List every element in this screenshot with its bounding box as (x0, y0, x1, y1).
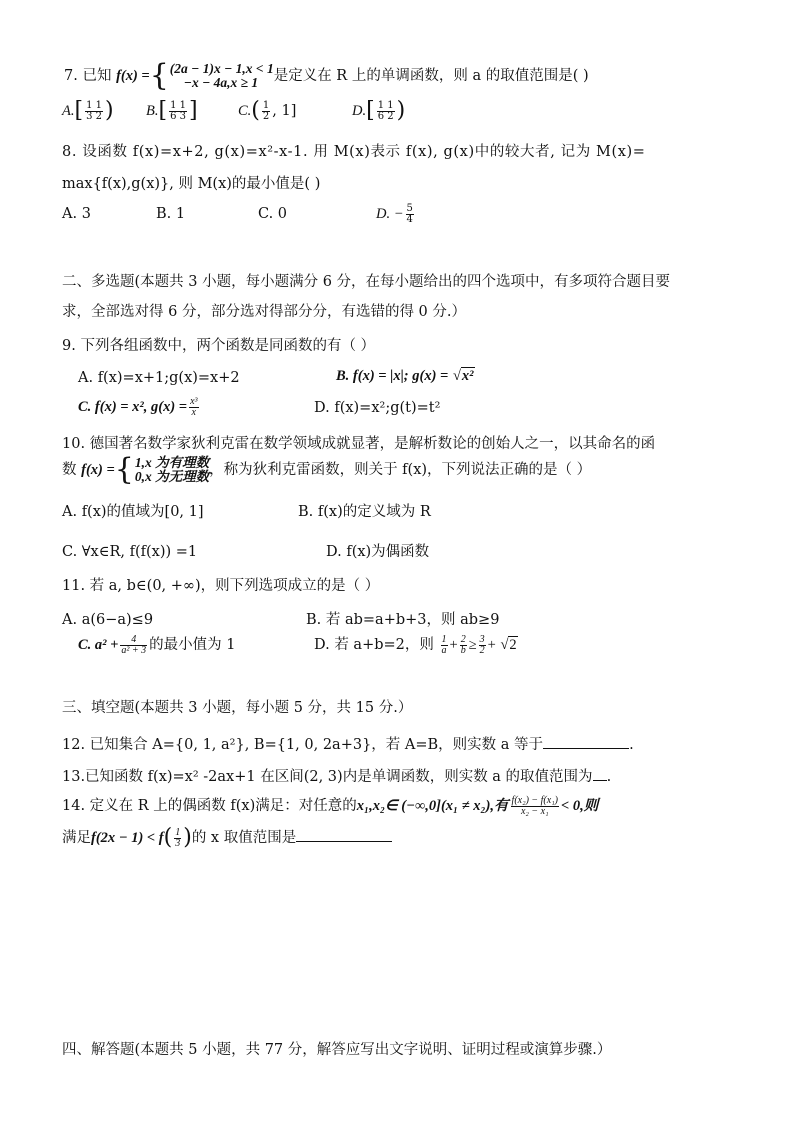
q9-option-a[interactable]: A. f(x)=x+1;g(x)=x+2 (78, 370, 240, 386)
q9-option-b[interactable]: B. f(x) = |x|; g(x) = √x² (336, 368, 474, 384)
q8-option-b[interactable]: B. 1 (156, 206, 186, 222)
section2-title: 二、多选题(本题共 3 小题，每小题满分 6 分，在每小题给出的四个选项中，有多项符合题目要 (62, 274, 671, 290)
q7-option-b[interactable]: B.[ $\frac{1 1}{6 3}$ ] (146, 98, 198, 123)
q10-option-b[interactable]: B. f(x)的定义域为 R (298, 504, 431, 520)
q9-option-d[interactable]: D. f(x)=x²;g(t)=t² (314, 400, 441, 416)
q13-answer-blank[interactable] (593, 766, 607, 781)
q8-option-a[interactable]: A. 3 (62, 206, 91, 222)
q14-answer-blank[interactable] (296, 827, 392, 842)
q7-brace: { (149, 58, 169, 93)
q7-cases: (2a − 1)x − 1,x < 1 −x − 4a,x ≥ 1 (169, 61, 274, 90)
q13: 13.已知函数 f(x)=x² -2ax+1 在区间(2, 3)内是单调函数，则实数 a 的取值范围为 . (62, 766, 611, 787)
q7-option-d[interactable]: D.[ $\frac{1 1}{6 2}$ ) (352, 98, 406, 123)
q11-option-d[interactable]: D. 若 a+b=2，则 $\frac{1}{a}$ + $\frac{2}{b}$ ≥ $\frac{3}{2}$ + √2 (314, 633, 517, 656)
q8-line2: max{f(x),g(x)}, 则 M(x)的最小值是( ) (62, 176, 321, 192)
q14-line1: 14. 定义在 R 上的偶函数 f(x)满足：对任意的x₁,x₂∈ (−∞,0](x₁ ≠ x₂),有 $\frac{\text{f(x₂) − f(x₁)}}{\text{x₂ − x₁}}$ < 0,则 (62, 794, 599, 817)
q10-option-a[interactable]: A. f(x)的值域为[0, 1] (62, 504, 204, 520)
q8-option-c[interactable]: C. 0 (258, 206, 288, 222)
q9-stem: 9. 下列各组函数中，两个函数是同函数的有（ ） (62, 338, 376, 354)
q10-stem-cont: 数 f(x) ={ 1,x 为有理数 0,x 为无理数 ，称为狄利克雷函数，则关于 f(x)，下列说法正确的是（ ） (62, 452, 592, 487)
q12-answer-blank[interactable] (543, 734, 629, 749)
q14-line2: 满足f(2x − 1) < f( $\frac{1}{3}$ )的 x 取值范围是 (62, 824, 392, 852)
q10-option-c[interactable]: C. ∀x∈R, f(f(x)) =1 (62, 544, 198, 560)
section3-title: 三、填空题(本题共 3 小题，每小题 5 分，共 15 分.） (62, 700, 413, 716)
q10-option-d[interactable]: D. f(x)为偶函数 (326, 544, 430, 560)
q12: 12. 已知集合 A={0, 1, a²}, B={1, 0, 2a+3}，若 A=B，则实数 a 等于 . (62, 734, 634, 755)
q11-option-b[interactable]: B. 若 ab=a+b+3，则 ab≥9 (306, 612, 500, 628)
q8-line1: 8. 设函数 f(x)=x+2, g(x)=x²-x-1. 用 M(x)表示 f(x), g(x)中的较大者, 记为 M(x)= (62, 144, 646, 160)
q8-option-d[interactable]: D. − $\frac{5}{4}$ (376, 202, 413, 225)
q11-option-c[interactable]: C. a² + $\frac{4}{\text{a² + 3}}$ 的最小值为 1 (78, 633, 236, 656)
section4-title: 四、解答题(本题共 5 小题，共 77 分，解答应写出文字说明、证明过程或演算步骤.） (62, 1042, 612, 1058)
q11-option-a[interactable]: A. a(6−a)≤9 (62, 612, 154, 628)
q7-stem: 7. 已知 f(x) ={ (2a − 1)x − 1,x < 1 −x − 4a,x ≥ 1 是定义在 R 上的单调函数，则 a 的取值范围是( ) (64, 58, 589, 93)
q11-stem: 11. 若 a, b∈(0, +∞)，则下列选项成立的是（ ） (62, 578, 380, 594)
q7-option-a[interactable]: A.[ $\frac{1 1}{3 2}$ ) (62, 98, 114, 123)
q10-stem: 10. 德国著名数学家狄利克雷在数学领域成就显著，是解析数论的创始人之一，以其命名的函 (62, 436, 656, 452)
q7-option-c[interactable]: C.( $\frac{1}{2}$ , 1] (238, 98, 297, 123)
section2-title-cont: 求，全部选对得 6 分，部分选对得部分分，有选错的得 0 分.） (62, 304, 466, 320)
q9-option-c[interactable]: C. f(x) = x², g(x) = $\frac{\text{x³}}{x}$ (78, 395, 198, 418)
